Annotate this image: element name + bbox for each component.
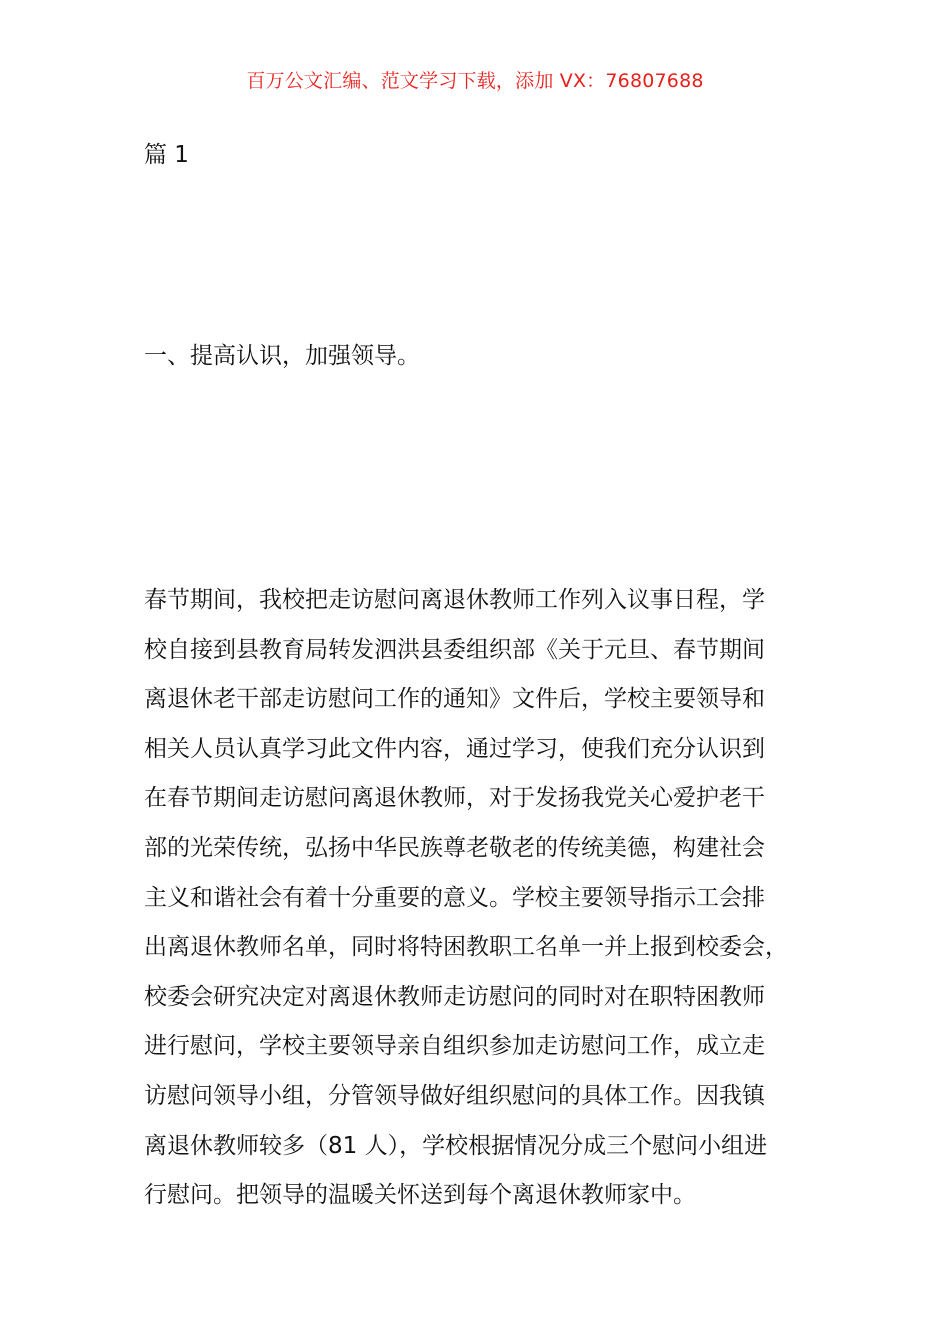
header-watermark: 百万公文汇编、范文学习下载，添加 VX：76807688 (246, 70, 704, 92)
paragraph-line: 行慰问。把领导的温暖关怀送到每个离退休教师家中。 (144, 1182, 696, 1209)
paragraph-line: 校委会研究决定对离退休教师走访慰问的同时对在职特困教师 (144, 983, 765, 1010)
section-heading: 一、提高认识，加强领导。 (144, 343, 420, 369)
paragraph-line: 校自接到县教育局转发泗洪县委组织部《关于元旦、春节期间 (144, 636, 765, 663)
paragraph-line: 离退休老干部走访慰问工作的通知》文件后，学校主要领导和 (144, 686, 765, 713)
paragraph-line: 进行慰问，学校主要领导亲自组织参加走访慰问工作，成立走 (144, 1033, 765, 1060)
chapter-label: 篇 1 (144, 142, 189, 168)
paragraph-line: 相关人员认真学习此文件内容，通过学习，使我们充分认识到 (144, 735, 765, 762)
body-paragraph (144, 576, 814, 1221)
paragraph-line: 春节期间，我校把走访慰问离退休教师工作列入议事日程，学 (144, 587, 765, 613)
paragraph-line: 部的光荣传统，弘扬中华民族尊老敬老的传统美德，构建社会 (144, 834, 765, 861)
paragraph-line: 访慰问领导小组，分管领导做好组织慰问的具体工作。因我镇 (144, 1082, 765, 1109)
paragraph-line: 在春节期间走访慰问离退休教师，对于发扬我党关心爱护老干 (144, 785, 765, 812)
paragraph-line: 主义和谐社会有着十分重要的意义。学校主要领导指示工会排 (144, 884, 765, 911)
paragraph-line: 离退休教师较多（81 人），学校根据情况分成三个慰问小组进 (144, 1132, 768, 1159)
paragraph-line: 出离退休教师名单，同时将特困教职工名单一并上报到校委会， (144, 934, 788, 961)
